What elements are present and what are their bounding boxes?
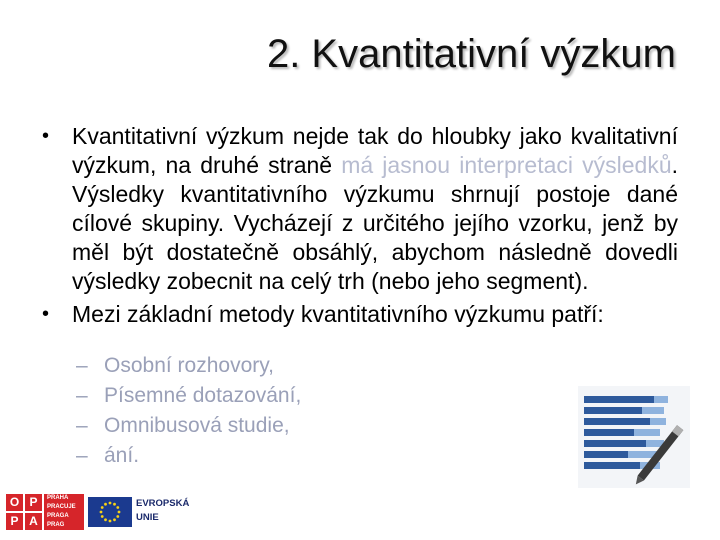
bullet-icon: •	[42, 303, 50, 325]
eu-flag-icon	[88, 497, 132, 527]
dash-icon: –	[76, 414, 88, 437]
praha-logo: PRAHA PRACUJE PRAGA PRAG	[44, 494, 84, 530]
bullet-text-part: Kvantitativní výzkum nejde tak do hloubky jako kvalitativní výzkum, na druhé straně	[72, 123, 678, 178]
bullet-text-part: Mezi základní metody kvantitativního výzkumu patří:	[72, 301, 604, 327]
bullet-text-highlight: má jasnou interpretaci výsledků	[341, 152, 672, 178]
bullet-icon: •	[42, 125, 50, 147]
list-item: – ání.	[76, 441, 678, 471]
bullet-quantitative-research	[42, 122, 678, 296]
dash-icon: –	[76, 444, 88, 467]
bar-chart-pen-illustration	[578, 386, 690, 488]
eu-logo-text: EVROPSKÁ UNIE	[136, 498, 190, 523]
bullet-methods	[42, 300, 678, 329]
opp-logo: O P P A	[6, 494, 42, 530]
list-item: – Osobní rozhovory,	[76, 351, 678, 381]
list-item: – Písemné dotazování,	[76, 381, 678, 411]
list-item: – Omnibusová studie,	[76, 411, 678, 441]
footer-logos	[6, 494, 196, 530]
slide-title: 2. Kvantitativní výzkum	[266, 32, 676, 76]
bullet-text-part: . Výsledky kvantitativního výzkumu shrnují postoje dané cílové skupiny. Vycházejí z určitého jejího vzorku, jenž by měl být dostatečně obsáhlý, abychom následně dovedli výsledky zobecnit na celý trh (nebo jeho segment).	[72, 152, 678, 294]
dash-icon: –	[76, 354, 88, 377]
dash-icon: –	[76, 384, 88, 407]
